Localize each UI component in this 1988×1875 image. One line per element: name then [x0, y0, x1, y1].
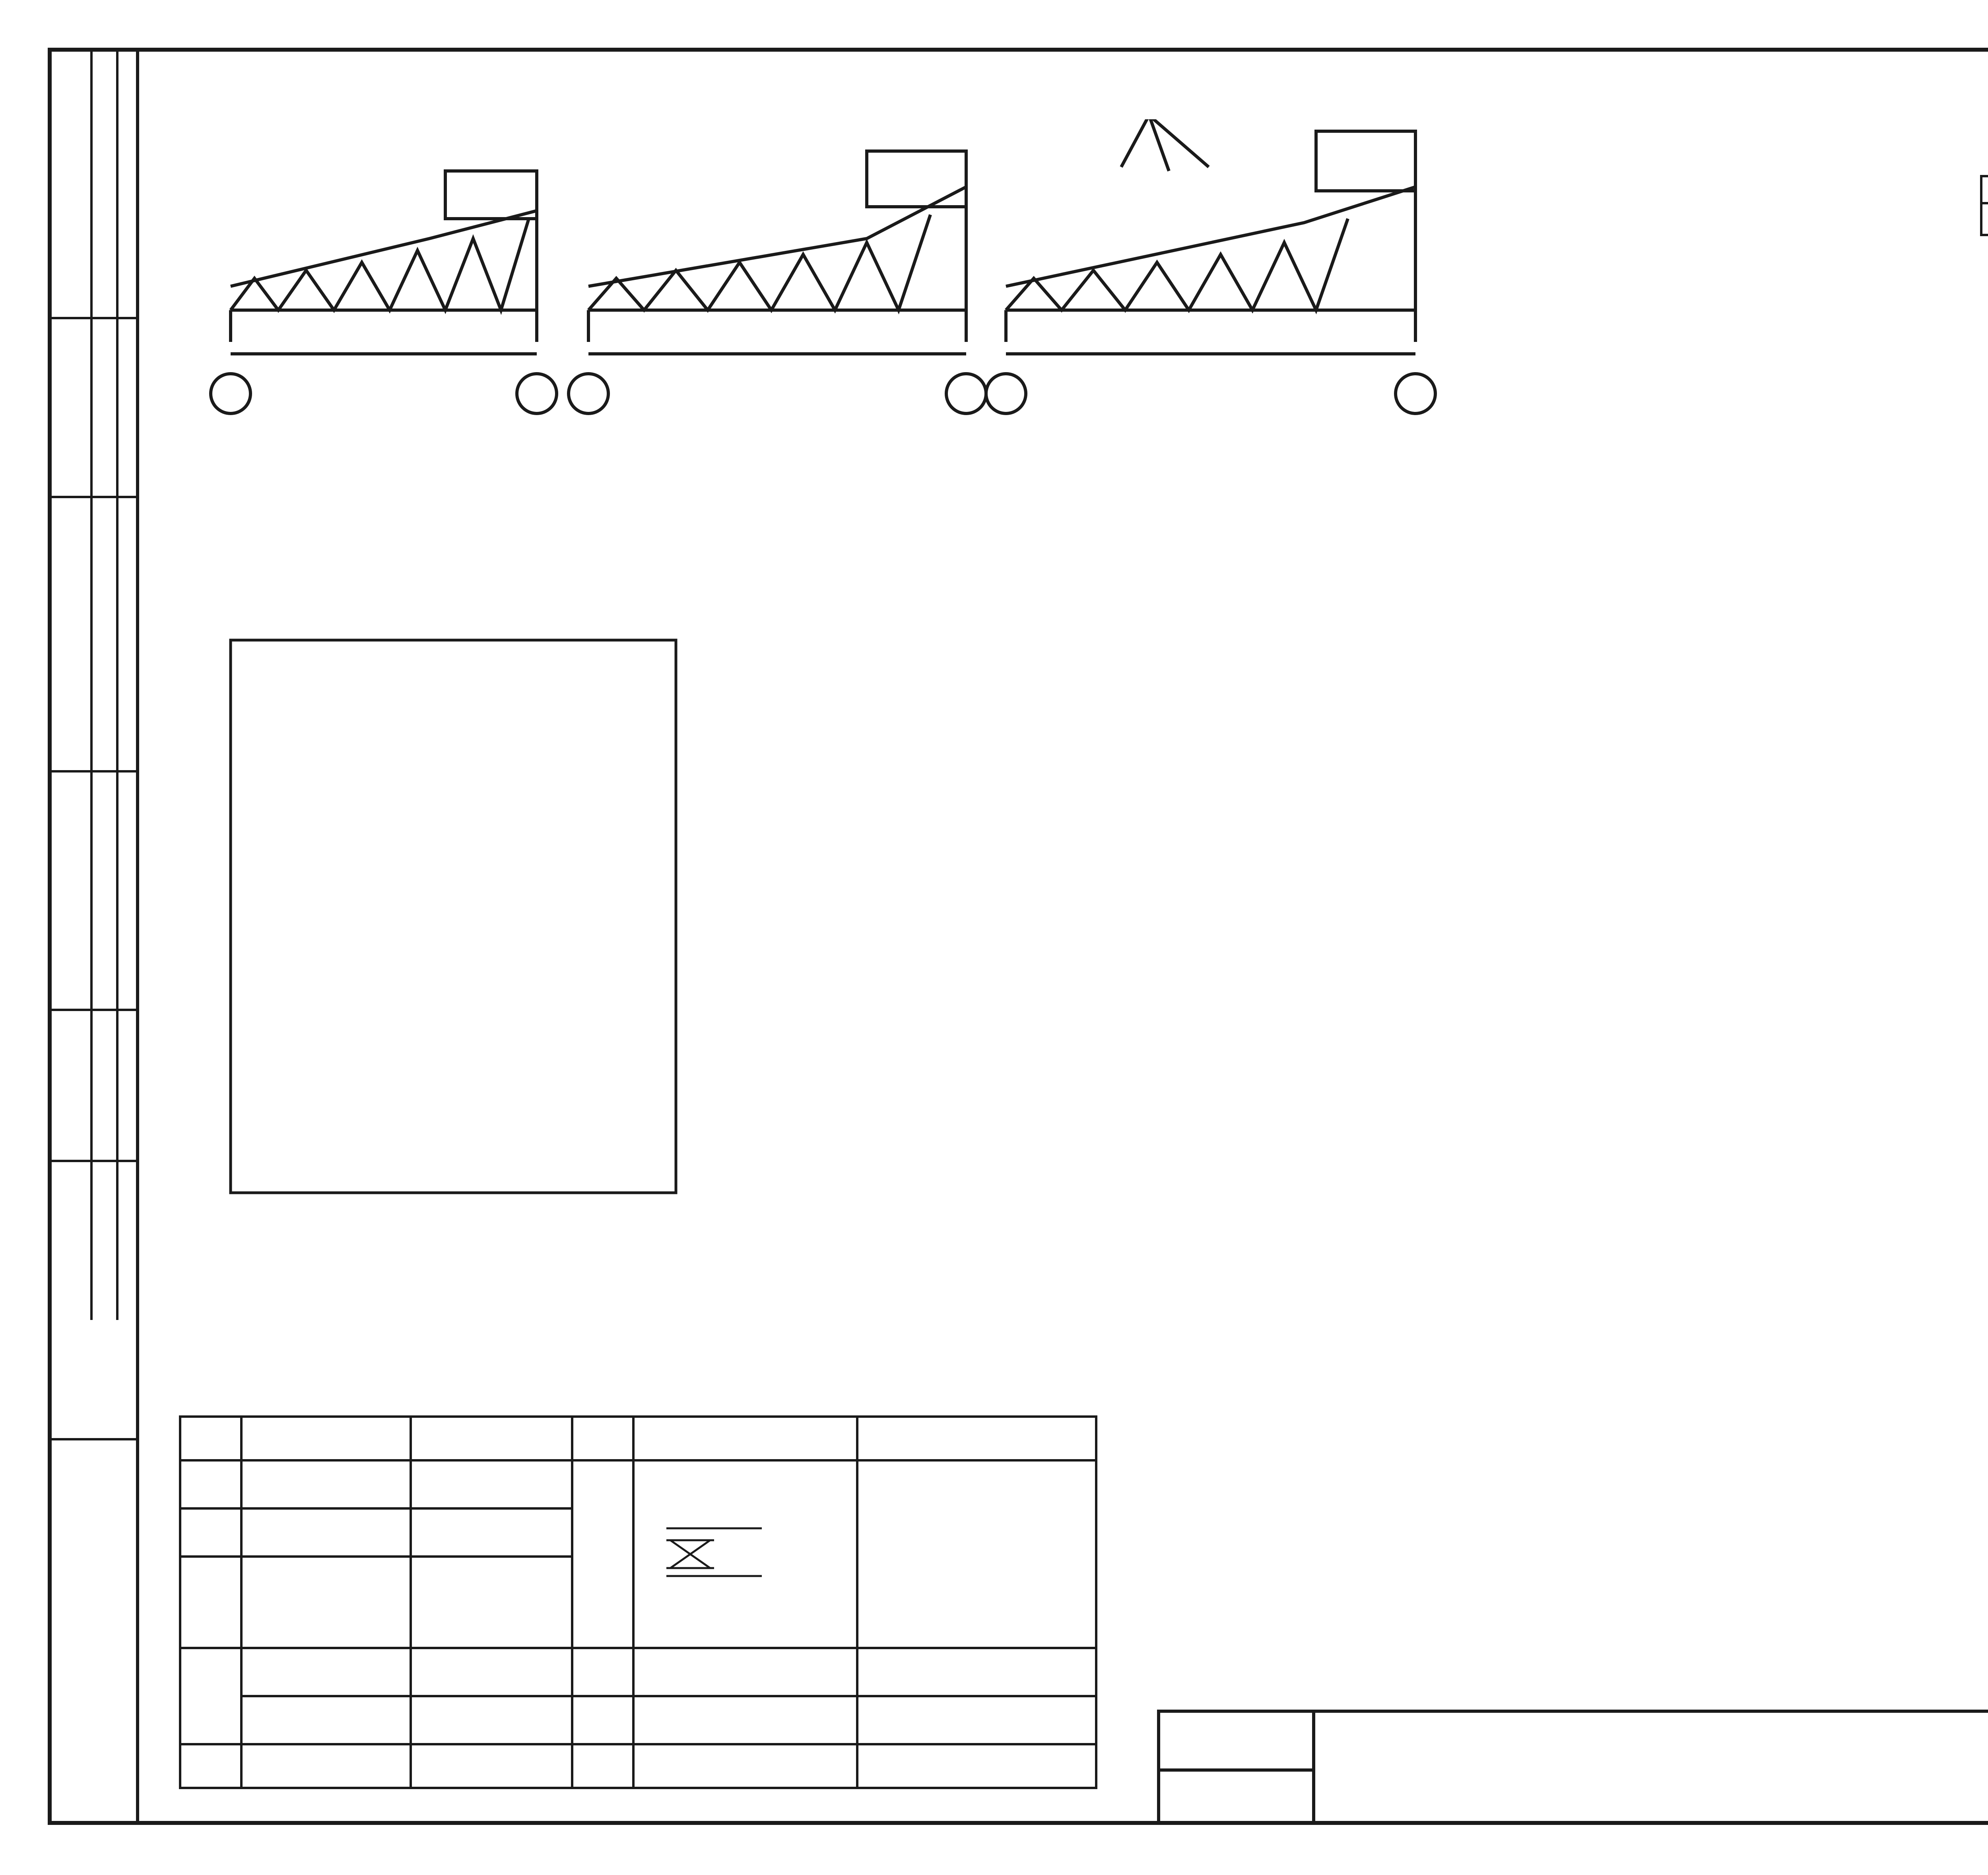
st-h-section-1	[241, 1417, 411, 1460]
tb-td-cell	[1160, 1713, 1315, 1825]
st-mark-e	[572, 1460, 633, 1648]
st-note-e	[857, 1460, 1096, 1648]
plan-grid	[171, 525, 1642, 1304]
st-section-a	[241, 1460, 411, 1508]
st-section-l	[633, 1696, 857, 1744]
st-section-zh	[633, 1648, 857, 1696]
st-mark-v	[180, 1557, 241, 1648]
st-empty-3	[411, 1744, 572, 1788]
side-stamp-grid	[48, 48, 143, 1825]
st-note-b	[411, 1508, 572, 1557]
st-h-note-2	[857, 1417, 1096, 1460]
st-note-l	[857, 1696, 1096, 1744]
st-h-mark-2	[572, 1417, 633, 1460]
st-section-v	[241, 1557, 411, 1648]
sections-table	[179, 1415, 1097, 1789]
st-note-g2	[411, 1696, 572, 1744]
st-section-b	[241, 1508, 411, 1557]
section-1-1-drawing	[191, 119, 1463, 437]
st-h-section-2	[633, 1417, 857, 1460]
table1	[1980, 175, 1988, 236]
st-note-zh	[857, 1648, 1096, 1696]
table1-group-header	[1981, 176, 1988, 203]
table1-col-24	[1981, 203, 1988, 235]
tb-title-cell	[1315, 1713, 1988, 1825]
sections-drawing	[1686, 573, 1988, 1248]
st-section-g1	[241, 1648, 411, 1696]
st-section-n	[633, 1744, 857, 1788]
st-mark-l	[572, 1696, 633, 1744]
st-note-v	[411, 1557, 572, 1648]
st-mark-n	[572, 1744, 633, 1788]
st-mark-a	[180, 1460, 241, 1508]
st-note-n	[857, 1744, 1096, 1788]
st-h-note-1	[411, 1417, 572, 1460]
title-block	[1157, 1710, 1988, 1825]
st-section-g2	[241, 1696, 411, 1744]
st-note-a	[411, 1460, 572, 1508]
st-mark-b	[180, 1508, 241, 1557]
st-empty-2	[241, 1744, 411, 1788]
st-h-mark-1	[180, 1417, 241, 1460]
st-mark-zh	[572, 1648, 633, 1696]
tb-td-mark	[1160, 1713, 1312, 1772]
st-note-g1	[411, 1648, 572, 1696]
brace-e-sketch	[643, 1500, 794, 1604]
st-section-e	[633, 1460, 857, 1648]
st-mark-g	[180, 1648, 241, 1744]
st-empty-1	[180, 1744, 241, 1788]
